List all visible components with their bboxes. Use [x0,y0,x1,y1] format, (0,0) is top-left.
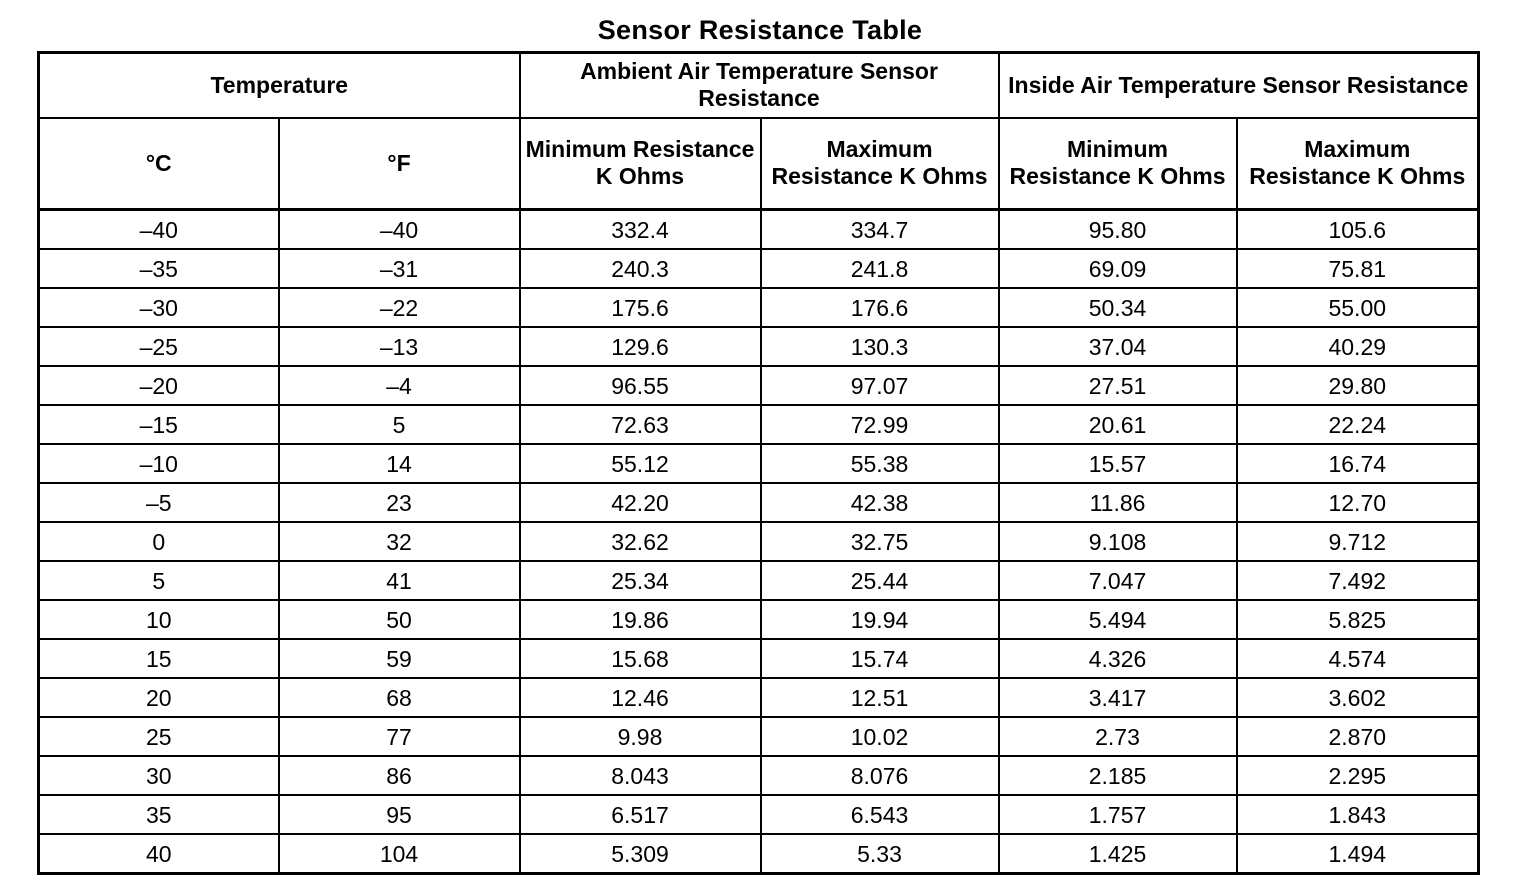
celsius-cell: 15 [39,639,279,678]
inside-max-cell: 29.80 [1237,366,1479,405]
inside-min-cell: 4.326 [999,639,1237,678]
table-title: Sensor Resistance Table [597,15,923,45]
ambient-max-cell: 241.8 [761,249,999,288]
ambient-min-cell: 240.3 [520,249,761,288]
ambient-min-cell: 175.6 [520,288,761,327]
ambient-max-cell: 6.543 [761,795,999,834]
fahrenheit-cell: 104 [279,834,520,874]
ambient-min-cell: 6.517 [520,795,761,834]
inside-max-cell: 3.602 [1237,678,1479,717]
table-row [39,405,1479,444]
fahrenheit-cell: 77 [279,717,520,756]
celsius-cell: 30 [39,756,279,795]
table-body [39,210,1479,874]
ambient-min-cell: 96.55 [520,366,761,405]
table-row [39,327,1479,366]
celsius-cell: –25 [39,327,279,366]
inside-max-cell: 1.494 [1237,834,1479,874]
fahrenheit-cell: 68 [279,678,520,717]
inside-min-cell: 11.86 [999,483,1237,522]
ambient-max-cell: 32.75 [761,522,999,561]
ambient-max-cell: 8.076 [761,756,999,795]
inside-max-cell: 4.574 [1237,639,1479,678]
inside-min-cell: 2.73 [999,717,1237,756]
ambient-min-cell: 332.4 [520,210,761,250]
inside-max-header: Maximum Resistance K Ohms [1237,118,1479,210]
fahrenheit-cell: –4 [279,366,520,405]
header-row-columns [39,118,1479,210]
table-row [39,288,1479,327]
ambient-max-header: Maximum Resistance K Ohms [761,118,999,210]
ambient-min-cell: 129.6 [520,327,761,366]
ambient-max-cell: 72.99 [761,405,999,444]
inside-min-cell: 69.09 [999,249,1237,288]
table-row [39,561,1479,600]
fahrenheit-cell: 32 [279,522,520,561]
inside-max-cell: 1.843 [1237,795,1479,834]
fahrenheit-cell: –40 [279,210,520,250]
fahrenheit-cell: 95 [279,795,520,834]
inside-min-cell: 1.757 [999,795,1237,834]
ambient-max-cell: 176.6 [761,288,999,327]
inside-min-cell: 3.417 [999,678,1237,717]
fahrenheit-cell: 59 [279,639,520,678]
fahrenheit-header: °F [279,118,520,210]
ambient-min-cell: 19.86 [520,600,761,639]
inside-group-header: Inside Air Temperature Sensor Resistance [999,53,1479,118]
table-row [39,522,1479,561]
inside-min-cell: 95.80 [999,210,1237,250]
celsius-cell: –10 [39,444,279,483]
celsius-cell: 25 [39,717,279,756]
fahrenheit-cell: 41 [279,561,520,600]
table-row [39,483,1479,522]
inside-min-cell: 20.61 [999,405,1237,444]
table-row [39,834,1479,874]
inside-min-cell: 15.57 [999,444,1237,483]
celsius-cell: 35 [39,795,279,834]
ambient-max-cell: 19.94 [761,600,999,639]
celsius-cell: 10 [39,600,279,639]
ambient-max-cell: 55.38 [761,444,999,483]
ambient-min-cell: 9.98 [520,717,761,756]
inside-max-cell: 12.70 [1237,483,1479,522]
inside-min-cell: 27.51 [999,366,1237,405]
fahrenheit-cell: –13 [279,327,520,366]
fahrenheit-cell: 86 [279,756,520,795]
inside-min-cell: 37.04 [999,327,1237,366]
inside-max-cell: 7.492 [1237,561,1479,600]
inside-min-cell: 50.34 [999,288,1237,327]
celsius-cell: –40 [39,210,279,250]
ambient-min-cell: 5.309 [520,834,761,874]
celsius-cell: –5 [39,483,279,522]
header-row-groups [39,53,1479,118]
inside-max-cell: 22.24 [1237,405,1479,444]
table-row [39,210,1479,250]
fahrenheit-cell: 14 [279,444,520,483]
ambient-min-cell: 72.63 [520,405,761,444]
inside-max-cell: 105.6 [1237,210,1479,250]
ambient-max-cell: 42.38 [761,483,999,522]
ambient-max-cell: 15.74 [761,639,999,678]
celsius-cell: 40 [39,834,279,874]
celsius-cell: 20 [39,678,279,717]
ambient-min-cell: 8.043 [520,756,761,795]
inside-max-cell: 5.825 [1237,600,1479,639]
celsius-header: °C [39,118,279,210]
celsius-cell: 5 [39,561,279,600]
ambient-min-cell: 55.12 [520,444,761,483]
inside-max-cell: 40.29 [1237,327,1479,366]
fahrenheit-cell: 5 [279,405,520,444]
inside-max-cell: 2.870 [1237,717,1479,756]
inside-max-cell: 2.295 [1237,756,1479,795]
table-row [39,639,1479,678]
ambient-min-cell: 15.68 [520,639,761,678]
fahrenheit-cell: 50 [279,600,520,639]
ambient-max-cell: 10.02 [761,717,999,756]
inside-min-cell: 7.047 [999,561,1237,600]
ambient-min-cell: 25.34 [520,561,761,600]
inside-max-cell: 9.712 [1237,522,1479,561]
fahrenheit-cell: 23 [279,483,520,522]
ambient-min-cell: 12.46 [520,678,761,717]
ambient-max-cell: 25.44 [761,561,999,600]
sensor-resistance-table [37,51,1480,875]
ambient-max-cell: 12.51 [761,678,999,717]
table-row [39,444,1479,483]
inside-min-cell: 2.185 [999,756,1237,795]
inside-max-cell: 16.74 [1237,444,1479,483]
celsius-cell: –35 [39,249,279,288]
table-row [39,366,1479,405]
table-row [39,249,1479,288]
ambient-min-cell: 42.20 [520,483,761,522]
inside-min-cell: 5.494 [999,600,1237,639]
celsius-cell: 0 [39,522,279,561]
table-row [39,678,1479,717]
inside-max-cell: 75.81 [1237,249,1479,288]
ambient-group-header: Ambient Air Temperature Sensor Resistance [520,53,999,118]
table-row [39,600,1479,639]
table-row [39,717,1479,756]
ambient-min-header: Minimum Resistance K Ohms [520,118,761,210]
table-row [39,756,1479,795]
inside-max-cell: 55.00 [1237,288,1479,327]
ambient-min-cell: 32.62 [520,522,761,561]
table-row [39,795,1479,834]
inside-min-header: Minimum Resistance K Ohms [999,118,1237,210]
fahrenheit-cell: –22 [279,288,520,327]
ambient-max-cell: 130.3 [761,327,999,366]
celsius-cell: –15 [39,405,279,444]
ambient-max-cell: 5.33 [761,834,999,874]
ambient-max-cell: 97.07 [761,366,999,405]
celsius-cell: –20 [39,366,279,405]
inside-min-cell: 9.108 [999,522,1237,561]
temperature-group-header: Temperature [39,53,520,118]
fahrenheit-cell: –31 [279,249,520,288]
celsius-cell: –30 [39,288,279,327]
ambient-max-cell: 334.7 [761,210,999,250]
inside-min-cell: 1.425 [999,834,1237,874]
